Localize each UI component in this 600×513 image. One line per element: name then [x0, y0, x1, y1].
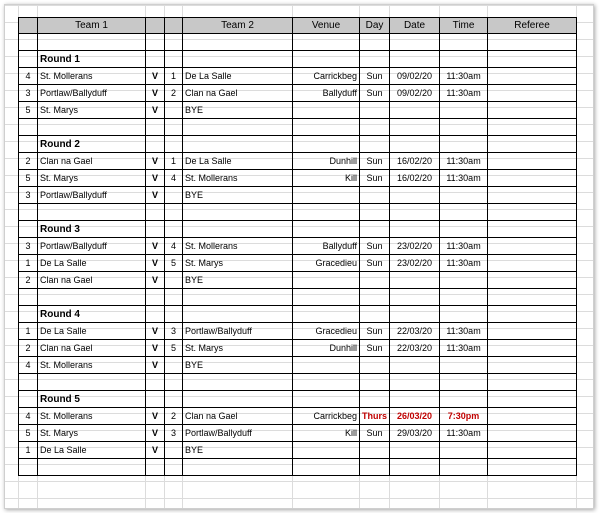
referee	[488, 153, 577, 170]
empty-cell	[183, 374, 293, 391]
bye-team-name: St. Mollerans	[38, 357, 146, 374]
empty-cell	[183, 136, 293, 153]
header-referee: Referee	[488, 18, 577, 34]
venue: Kill	[293, 170, 360, 187]
empty-cell	[390, 272, 440, 289]
versus-mark: V	[146, 408, 165, 425]
round-title: Round 2	[38, 136, 146, 153]
empty-cell	[390, 357, 440, 374]
time: 11:30am	[440, 340, 488, 357]
versus-mark: V	[146, 238, 165, 255]
empty-cell	[146, 51, 165, 68]
team1-number: 3	[19, 238, 38, 255]
fixture-row	[19, 153, 577, 170]
empty-cell	[488, 221, 577, 238]
referee	[488, 85, 577, 102]
round-title-row	[19, 136, 577, 153]
empty-cell	[440, 136, 488, 153]
empty-cell	[293, 136, 360, 153]
empty-cell	[440, 459, 488, 476]
empty-cell	[183, 204, 293, 221]
empty-cell	[19, 119, 38, 136]
bye-row	[19, 102, 577, 119]
header-time: Time	[440, 18, 488, 34]
team2-number: 5	[165, 255, 183, 272]
empty-cell	[183, 51, 293, 68]
date: 22/03/20	[390, 340, 440, 357]
versus-mark: V	[146, 340, 165, 357]
empty-cell	[440, 221, 488, 238]
versus-mark: V	[146, 425, 165, 442]
versus-mark: V	[146, 68, 165, 85]
venue: Dunhill	[293, 153, 360, 170]
empty-cell	[360, 459, 390, 476]
referee	[488, 255, 577, 272]
bye-label: BYE	[183, 187, 293, 204]
empty-cell	[360, 51, 390, 68]
bye-label: BYE	[183, 357, 293, 374]
time: 11:30am	[440, 323, 488, 340]
bye-team-name: St. Marys	[38, 102, 146, 119]
team1-number: 2	[19, 153, 38, 170]
empty-cell	[488, 374, 577, 391]
versus-mark: V	[146, 153, 165, 170]
referee	[488, 340, 577, 357]
date: 22/03/20	[390, 323, 440, 340]
empty-cell	[488, 357, 577, 374]
empty-cell	[165, 221, 183, 238]
team1-number: 1	[19, 255, 38, 272]
empty-cell	[293, 102, 360, 119]
empty-cell	[19, 459, 38, 476]
empty-cell	[390, 289, 440, 306]
empty-cell	[360, 136, 390, 153]
header-cell	[19, 18, 38, 34]
empty-cell	[293, 221, 360, 238]
date: 16/02/20	[390, 153, 440, 170]
team1-number: 4	[19, 68, 38, 85]
empty-cell	[360, 204, 390, 221]
round-title: Round 1	[38, 51, 146, 68]
empty-cell	[488, 204, 577, 221]
time: 11:30am	[440, 85, 488, 102]
empty-cell	[293, 119, 360, 136]
empty-cell	[488, 306, 577, 323]
empty-cell	[19, 34, 38, 51]
venue: Kill	[293, 425, 360, 442]
empty-cell	[440, 187, 488, 204]
team2-name: Clan na Gael	[183, 85, 293, 102]
empty-cell	[390, 221, 440, 238]
team2-name: St. Marys	[183, 340, 293, 357]
empty-cell	[360, 34, 390, 51]
team1-number: 5	[19, 170, 38, 187]
empty-cell	[293, 204, 360, 221]
fixtures-table	[18, 17, 577, 476]
fixture-row	[19, 85, 577, 102]
date: 09/02/20	[390, 85, 440, 102]
empty-cell	[146, 374, 165, 391]
day: Sun	[360, 85, 390, 102]
empty-cell	[19, 306, 38, 323]
team2-number: 5	[165, 340, 183, 357]
versus-mark: V	[146, 85, 165, 102]
day: Sun	[360, 153, 390, 170]
team1-name: Clan na Gael	[38, 340, 146, 357]
team2-name: St. Mollerans	[183, 170, 293, 187]
team2-number: 2	[165, 408, 183, 425]
team1-number: 1	[19, 323, 38, 340]
header-date: Date	[390, 18, 440, 34]
team1-number: 3	[19, 85, 38, 102]
empty-cell	[293, 357, 360, 374]
bye-team-name: Clan na Gael	[38, 272, 146, 289]
bye-row	[19, 442, 577, 459]
venue: Gracedieu	[293, 323, 360, 340]
team1-name: De La Salle	[38, 255, 146, 272]
empty-cell	[360, 289, 390, 306]
empty-cell	[165, 119, 183, 136]
fixture-row	[19, 238, 577, 255]
venue: Carrickbeg	[293, 68, 360, 85]
round-title-row	[19, 221, 577, 238]
empty-cell	[390, 136, 440, 153]
empty-cell	[165, 374, 183, 391]
empty-cell	[165, 34, 183, 51]
empty-cell	[488, 289, 577, 306]
date: 23/02/20	[390, 255, 440, 272]
bye-row	[19, 357, 577, 374]
empty-cell	[165, 306, 183, 323]
empty-cell	[440, 272, 488, 289]
bye-team-number: 3	[19, 187, 38, 204]
time: 7:30pm	[440, 408, 488, 425]
time: 11:30am	[440, 238, 488, 255]
empty-cell	[360, 391, 390, 408]
empty-cell	[390, 102, 440, 119]
round-title-row	[19, 391, 577, 408]
versus-mark: V	[146, 442, 165, 459]
empty-cell	[38, 374, 146, 391]
empty-cell	[165, 272, 183, 289]
team1-number: 4	[19, 408, 38, 425]
team2-name: De La Salle	[183, 153, 293, 170]
empty-cell	[165, 51, 183, 68]
empty-cell	[165, 442, 183, 459]
header-cell	[165, 18, 183, 34]
fixture-row	[19, 255, 577, 272]
date: 26/03/20	[390, 408, 440, 425]
versus-mark: V	[146, 187, 165, 204]
team1-number: 2	[19, 340, 38, 357]
empty-cell	[38, 289, 146, 306]
empty-cell	[440, 391, 488, 408]
empty-cell	[488, 136, 577, 153]
empty-cell	[146, 306, 165, 323]
empty-cell	[440, 34, 488, 51]
header-team2: Team 2	[183, 18, 293, 34]
bye-team-name: De La Salle	[38, 442, 146, 459]
empty-cell	[293, 459, 360, 476]
empty-cell	[360, 374, 390, 391]
empty-cell	[390, 51, 440, 68]
empty-cell	[440, 442, 488, 459]
empty-cell	[165, 204, 183, 221]
empty-cell	[390, 34, 440, 51]
team2-name: Portlaw/Ballyduff	[183, 425, 293, 442]
empty-cell	[360, 102, 390, 119]
bye-team-number: 4	[19, 357, 38, 374]
empty-cell	[360, 442, 390, 459]
empty-cell	[38, 459, 146, 476]
time: 11:30am	[440, 170, 488, 187]
empty-cell	[146, 34, 165, 51]
team2-name: Portlaw/Ballyduff	[183, 323, 293, 340]
bye-team-number: 2	[19, 272, 38, 289]
referee	[488, 170, 577, 187]
date: 23/02/20	[390, 238, 440, 255]
spacer-row	[19, 119, 577, 136]
fixture-row	[19, 68, 577, 85]
empty-cell	[19, 289, 38, 306]
venue: Ballyduff	[293, 238, 360, 255]
time: 11:30am	[440, 425, 488, 442]
spacer-row	[19, 204, 577, 221]
day: Sun	[360, 238, 390, 255]
spacer-row	[19, 34, 577, 51]
empty-cell	[488, 187, 577, 204]
versus-mark: V	[146, 272, 165, 289]
referee	[488, 323, 577, 340]
empty-cell	[293, 51, 360, 68]
referee	[488, 425, 577, 442]
bye-label: BYE	[183, 272, 293, 289]
empty-cell	[183, 34, 293, 51]
header-day: Day	[360, 18, 390, 34]
empty-cell	[183, 289, 293, 306]
empty-cell	[440, 51, 488, 68]
empty-cell	[19, 374, 38, 391]
empty-cell	[488, 272, 577, 289]
empty-cell	[293, 34, 360, 51]
team2-number: 4	[165, 170, 183, 187]
day: Sun	[360, 323, 390, 340]
empty-cell	[390, 204, 440, 221]
empty-cell	[293, 289, 360, 306]
team1-name: St. Marys	[38, 170, 146, 187]
empty-cell	[165, 459, 183, 476]
team1-name: St. Mollerans	[38, 408, 146, 425]
empty-cell	[146, 391, 165, 408]
empty-cell	[19, 204, 38, 221]
empty-cell	[165, 289, 183, 306]
team2-name: St. Mollerans	[183, 238, 293, 255]
team2-number: 1	[165, 153, 183, 170]
empty-cell	[165, 102, 183, 119]
bye-row	[19, 272, 577, 289]
round-title-row	[19, 51, 577, 68]
team2-name: St. Marys	[183, 255, 293, 272]
venue: Gracedieu	[293, 255, 360, 272]
team2-number: 1	[165, 68, 183, 85]
empty-cell	[293, 272, 360, 289]
bye-row	[19, 187, 577, 204]
bye-team-name: Portlaw/Ballyduff	[38, 187, 146, 204]
empty-cell	[488, 51, 577, 68]
empty-cell	[488, 391, 577, 408]
day: Thurs	[360, 408, 390, 425]
empty-cell	[440, 289, 488, 306]
empty-cell	[38, 119, 146, 136]
referee	[488, 238, 577, 255]
empty-cell	[390, 459, 440, 476]
date: 29/03/20	[390, 425, 440, 442]
versus-mark: V	[146, 102, 165, 119]
team1-number: 5	[19, 425, 38, 442]
empty-cell	[146, 119, 165, 136]
empty-cell	[360, 357, 390, 374]
time: 11:30am	[440, 255, 488, 272]
empty-cell	[19, 51, 38, 68]
team1-name: St. Mollerans	[38, 68, 146, 85]
empty-cell	[183, 221, 293, 238]
team2-number: 3	[165, 425, 183, 442]
empty-cell	[440, 357, 488, 374]
empty-cell	[19, 391, 38, 408]
versus-mark: V	[146, 323, 165, 340]
empty-cell	[360, 272, 390, 289]
empty-cell	[440, 204, 488, 221]
referee	[488, 68, 577, 85]
venue: Dunhill	[293, 340, 360, 357]
empty-cell	[488, 459, 577, 476]
fixture-row	[19, 323, 577, 340]
empty-cell	[488, 119, 577, 136]
empty-cell	[183, 119, 293, 136]
time: 11:30am	[440, 153, 488, 170]
day: Sun	[360, 255, 390, 272]
empty-cell	[293, 306, 360, 323]
empty-cell	[38, 34, 146, 51]
empty-cell	[390, 119, 440, 136]
venue: Carrickbeg	[293, 408, 360, 425]
fixture-row	[19, 170, 577, 187]
header-row	[19, 18, 577, 34]
fixture-row	[19, 408, 577, 425]
venue: Ballyduff	[293, 85, 360, 102]
empty-cell	[360, 306, 390, 323]
team2-number: 4	[165, 238, 183, 255]
empty-cell	[440, 119, 488, 136]
bye-label: BYE	[183, 442, 293, 459]
empty-cell	[165, 391, 183, 408]
spacer-row	[19, 459, 577, 476]
team2-name: Clan na Gael	[183, 408, 293, 425]
team1-name: Portlaw/Ballyduff	[38, 238, 146, 255]
empty-cell	[183, 459, 293, 476]
empty-cell	[183, 391, 293, 408]
versus-mark: V	[146, 255, 165, 272]
empty-cell	[183, 306, 293, 323]
round-title: Round 3	[38, 221, 146, 238]
empty-cell	[360, 119, 390, 136]
date: 09/02/20	[390, 68, 440, 85]
round-title: Round 4	[38, 306, 146, 323]
empty-cell	[360, 187, 390, 204]
bye-team-number: 1	[19, 442, 38, 459]
round-title: Round 5	[38, 391, 146, 408]
empty-cell	[19, 221, 38, 238]
spacer-row	[19, 289, 577, 306]
versus-mark: V	[146, 170, 165, 187]
team1-name: Portlaw/Ballyduff	[38, 85, 146, 102]
day: Sun	[360, 425, 390, 442]
round-title-row	[19, 306, 577, 323]
bye-team-number: 5	[19, 102, 38, 119]
header-team1: Team 1	[38, 18, 146, 34]
team2-name: De La Salle	[183, 68, 293, 85]
empty-cell	[440, 374, 488, 391]
day: Sun	[360, 340, 390, 357]
team1-name: Clan na Gael	[38, 153, 146, 170]
spacer-row	[19, 374, 577, 391]
empty-cell	[146, 221, 165, 238]
empty-cell	[146, 136, 165, 153]
header-cell	[146, 18, 165, 34]
empty-cell	[390, 306, 440, 323]
versus-mark: V	[146, 357, 165, 374]
referee	[488, 408, 577, 425]
team1-name: St. Marys	[38, 425, 146, 442]
empty-cell	[293, 442, 360, 459]
empty-cell	[165, 187, 183, 204]
empty-cell	[165, 357, 183, 374]
empty-cell	[146, 204, 165, 221]
empty-cell	[165, 136, 183, 153]
empty-cell	[38, 204, 146, 221]
empty-cell	[360, 221, 390, 238]
empty-cell	[440, 306, 488, 323]
fixture-row	[19, 340, 577, 357]
empty-cell	[488, 102, 577, 119]
empty-cell	[440, 102, 488, 119]
header-venue: Venue	[293, 18, 360, 34]
empty-cell	[390, 391, 440, 408]
date: 16/02/20	[390, 170, 440, 187]
empty-cell	[488, 442, 577, 459]
empty-cell	[488, 34, 577, 51]
empty-cell	[390, 442, 440, 459]
team2-number: 2	[165, 85, 183, 102]
day: Sun	[360, 170, 390, 187]
team1-name: De La Salle	[38, 323, 146, 340]
time: 11:30am	[440, 68, 488, 85]
fixture-row	[19, 425, 577, 442]
empty-cell	[146, 459, 165, 476]
team2-number: 3	[165, 323, 183, 340]
empty-cell	[293, 374, 360, 391]
bye-label: BYE	[183, 102, 293, 119]
spreadsheet	[4, 4, 594, 509]
empty-cell	[390, 187, 440, 204]
empty-cell	[390, 374, 440, 391]
empty-cell	[293, 187, 360, 204]
empty-cell	[146, 289, 165, 306]
empty-cell	[19, 136, 38, 153]
day: Sun	[360, 68, 390, 85]
empty-cell	[293, 391, 360, 408]
